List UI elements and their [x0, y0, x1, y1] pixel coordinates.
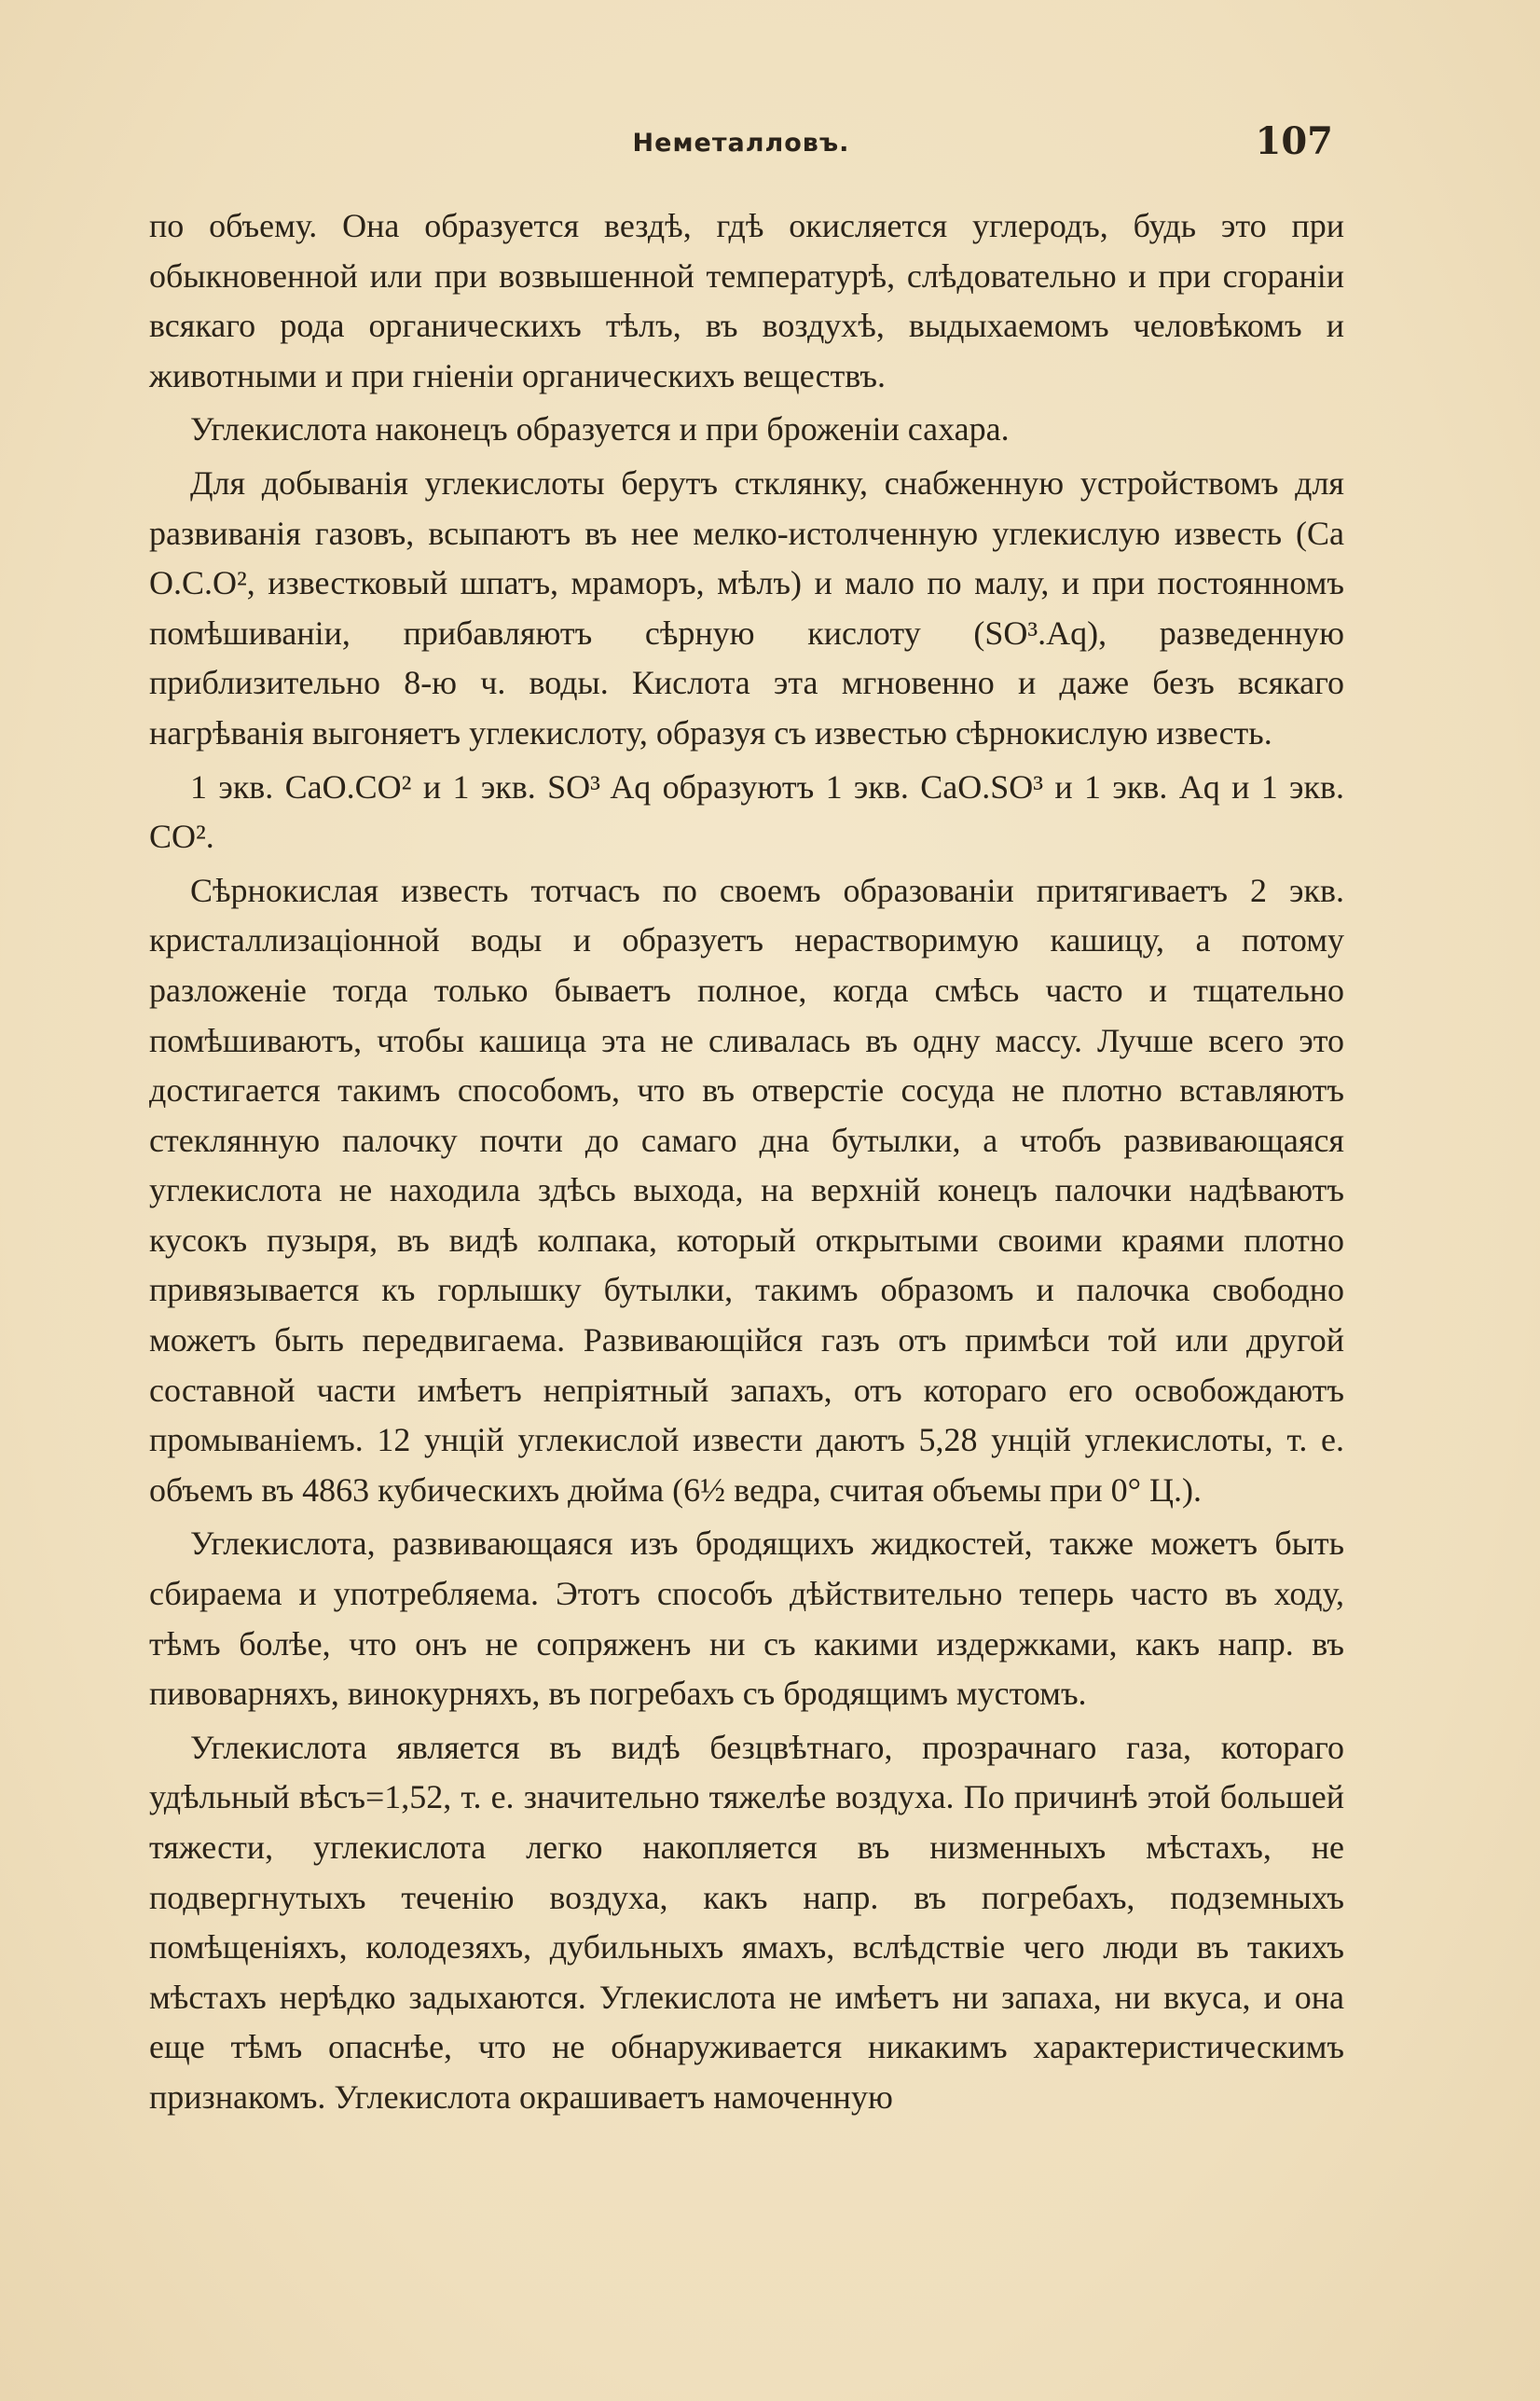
- body-text: [149, 201, 1344, 2123]
- running-title: Неметалловъ.: [632, 129, 850, 158]
- paragraph: Для добыванія углекислоты берутъ стклянку, снабженную устройствомъ для развиванія газовъ, всыпаютъ въ нее мелко-истолченную углекислую известь (Ca O.C.O², известковый шпатъ, мраморъ, мѣлъ) и мало по малу, и при постоянномъ помѣшиваніи, прибавляютъ сѣрную кислоту (SO³.Aq), разведенную приблизительно 8-ю ч. воды. Кислота эта мгновенно и даже безъ всякаго нагрѣванія выгоняетъ углекислоту, образуя съ известью сѣрнокислую известь.: [149, 463, 1344, 752]
- page-number: 107: [1255, 119, 1333, 163]
- paragraph: Углекислота, развивающаяся изъ бродящихъ жидкостей, также можетъ быть сбираема и употребляема. Этотъ способъ дѣйствительно теперь часто въ ходу, тѣмъ болѣе, что онъ не сопряженъ ни съ какими издержками, какъ напр. въ пивоварняхъ, винокурняхъ, въ погребахъ съ бродящимъ мустомъ.: [149, 1525, 1344, 1713]
- paragraph: Углекислота наконецъ образуется и при броженіи сахара.: [190, 410, 1010, 448]
- paragraph: Сѣрнокислая известь тотчасъ по своемъ образованіи притягиваетъ 2 экв. кристаллизаціонной воды и образуетъ нерастворимую кашицу, а потому разложеніе тогда только бываетъ полное, когда смѣсь часто и тщательно помѣшиваютъ, чтобы кашица эта не сливалась въ одну массу. Лучше всего это достигается такимъ способомъ, что въ отверстіе сосуда не плотно вставляютъ стеклянную палочку почти до самаго дна бутылки, а чтобъ развивающаяся углекислота не находила здѣсь выхода, на верхній конецъ палочки надѣваютъ кусокъ пузыря, въ видѣ колпака, который открытыми своими краями плотно привязывается къ горлышку бутылки, такимъ образомъ и палочка свободно можетъ быть передвигаема. Развивающійся газъ отъ примѣси той или другой составной части имѣетъ непріятный запахъ, отъ котораго его освобождаютъ промываніемъ. 12 унцій углекислой извести даютъ 5,28 унцій углекислоты, т. е. объемъ въ 4863 кубическихъ дюйма (6½ ведра, считая объемы при 0° Ц.).: [149, 871, 1344, 1509]
- paragraph: по объему. Она образуется вездѣ, гдѣ окисляется углеродъ, будь это при обыкновенной или при возвышенной температурѣ, слѣдовательно и при сгораніи всякаго рода органическихъ тѣлъ, въ воздухѣ, выдыхаемомъ человѣкомъ и животными и при гніеніи органическихъ веществъ.: [149, 207, 1344, 394]
- paragraph: Углекислота является въ видѣ безцвѣтнаго, прозрачнаго газа, котораго удѣльный вѣсъ=1,52, т. е. значительно тяжелѣе воздуха. По причинѣ этой большей тяжести, углекислота легко накопляется въ низменныхъ мѣстахъ, не подвергнутыхъ теченію воздуха, какъ напр. въ погребахъ, подземныхъ помѣщеніяхъ, колодезяхъ, дубильныхъ ямахъ, вслѣдствіе чего люди въ такихъ мѣстахъ нерѣдко задыхаются. Углекислота не имѣетъ ни запаха, ни вкуса, и она еще тѣмъ опаснѣе, что не обнаруживается никакимъ характеристическимъ признакомъ. Углекислота окрашиваетъ намоченную: [149, 1728, 1344, 2116]
- paragraph: 1 экв. CaO.CO² и 1 экв. SO³ Aq образуютъ 1 экв. CaO.SO³ и 1 экв. Aq и 1 экв. CO².: [149, 767, 1344, 856]
- running-head: [149, 119, 1333, 175]
